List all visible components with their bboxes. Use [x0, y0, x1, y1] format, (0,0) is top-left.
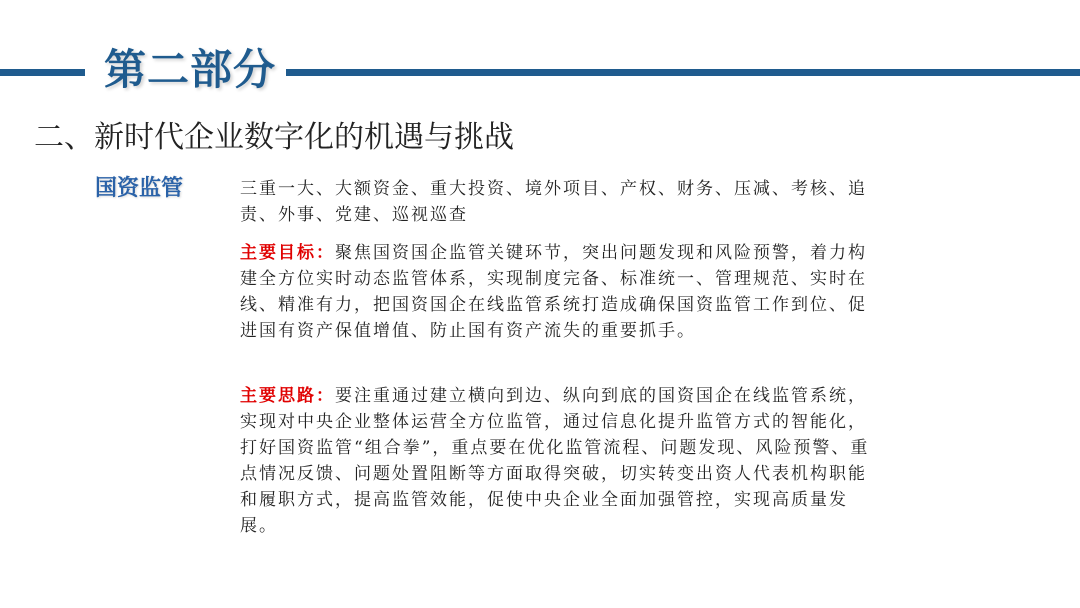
- slide-subtitle: 二、新时代企业数字化的机遇与挑战: [34, 120, 514, 155]
- section-title: 第二部分: [104, 45, 277, 94]
- header-rule-left: [0, 69, 85, 76]
- approach-paragraph: [240, 383, 880, 539]
- approach-heading: 主要思路：: [240, 386, 335, 406]
- goal-heading: 主要目标：: [240, 243, 335, 263]
- goal-paragraph: [240, 240, 880, 344]
- approach-text: 要注重通过建立横向到边、纵向到底的国资国企在线监管系统，实现对中央企业整体运营全方位监管，通过信息化提升监管方式的智能化，打好国资监管“组合拳”，重点要在优化监管流程、问题发现、风险预警、重点情况反馈、问题处置阻断等方面取得突破，切实转变出资人代表机构职能和履职方式，提高监管效能，促使中央企业全面加强管控，实现高质量发展。: [240, 386, 870, 536]
- header-rule-right: [286, 69, 1080, 76]
- scope-paragraph: [240, 176, 880, 228]
- scope-text: 三重一大、大额资金、重大投资、境外项目、产权、财务、压减、考核、追责、外事、党建、巡视巡查: [240, 179, 867, 225]
- goal-text: 聚焦国资国企监管关键环节，突出问题发现和风险预警，着力构建全方位实时动态监管体系，实现制度完备、标准统一、管理规范、实时在线、精准有力，把国资国企在线监管系统打造成确保国资监管工作到位、促进国有资产保值增值、防止国有资产流失的重要抓手。: [240, 243, 867, 341]
- topic-label: 国资监管: [95, 176, 184, 201]
